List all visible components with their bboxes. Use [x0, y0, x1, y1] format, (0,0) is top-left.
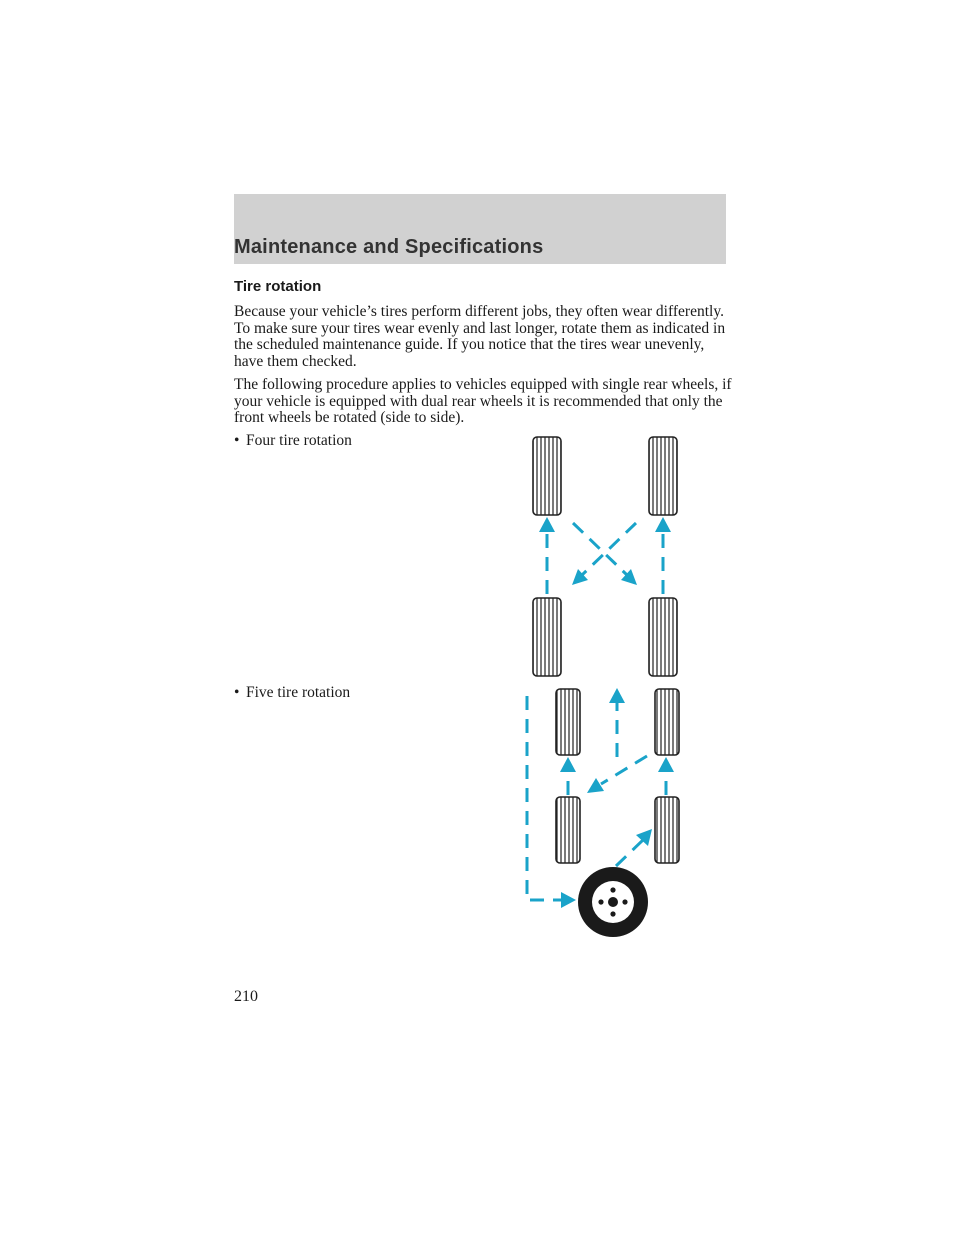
- section-heading: Tire rotation: [234, 278, 322, 295]
- spare-wheel-icon: [578, 867, 648, 937]
- bullet-five-tire-rotation: [234, 684, 350, 702]
- rotation-arrow: [582, 523, 636, 575]
- bullet-icon: •: [234, 684, 240, 701]
- arrowhead-icon: [560, 757, 576, 772]
- rotation-arrow: [573, 523, 627, 575]
- tire-icon: [533, 598, 561, 676]
- arrowhead-icon: [658, 757, 674, 772]
- tire-icon: [649, 598, 677, 676]
- arrowhead-icon: [609, 688, 625, 703]
- arrowhead-icon: [539, 517, 555, 532]
- tire-icon: [655, 797, 679, 863]
- rotation-arrow: [601, 756, 647, 784]
- rotation-arrow: [616, 840, 643, 866]
- bullet-label: Four tire rotation: [246, 432, 352, 449]
- tire-icon: [556, 689, 580, 755]
- page-title: Maintenance and Specifications: [234, 236, 544, 258]
- bullet-label: Five tire rotation: [246, 684, 351, 701]
- arrowhead-icon: [561, 892, 576, 908]
- tire-icon: [533, 437, 561, 515]
- paragraph-procedure: The following procedure applies to vehicles equipped with single rear wheels, if your vehicle is equipped with dual rear wheels it is recommended that only the front wheels be rotated (side to side).: [234, 376, 732, 427]
- tire-icon: [556, 797, 580, 863]
- bullet-four-tire-rotation: [234, 432, 352, 450]
- five-tire-rotation-diagram: [527, 688, 679, 937]
- tire-icon: [649, 437, 677, 515]
- bullet-icon: •: [234, 432, 240, 449]
- four-tire-rotation-diagram: [533, 437, 677, 676]
- tire-rotation-diagram: [490, 425, 720, 940]
- page-number: 210: [234, 988, 258, 1005]
- paragraph-tire-wear: Because your vehicle’s tires perform different jobs, they often wear differently. To make sure your tires wear evenly and last longer, rotate them as indicated in the scheduled maintenance guide. If you notice that the tires wear unevenly, have them checked.: [234, 303, 726, 370]
- arrowhead-icon: [655, 517, 671, 532]
- tire-icon: [655, 689, 679, 755]
- arrowhead-icon: [587, 778, 604, 793]
